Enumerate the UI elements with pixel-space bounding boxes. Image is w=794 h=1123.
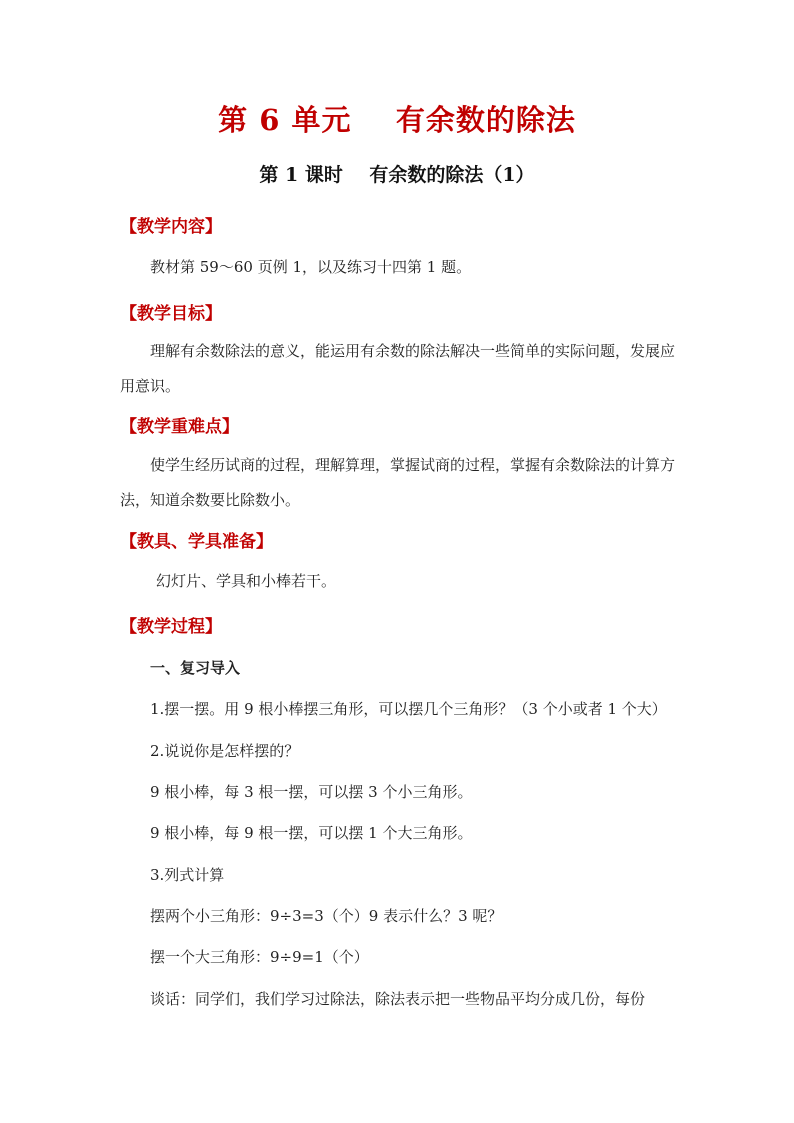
process-line: 3.列式计算 xyxy=(150,866,225,884)
process-line: 9 根小棒，每 3 根一摆，可以摆 3 个小三角形。 xyxy=(150,783,473,801)
process-line: 9 根小棒，每 9 根一摆，可以摆 1 个大三角形。 xyxy=(150,824,473,842)
unit-title: 第 6 单元 有余数的除法 xyxy=(218,103,576,137)
section-heading-goals: 【教学目标】 xyxy=(120,304,222,324)
materials-paragraph: 幻灯片、学具和小棒若干。 xyxy=(156,572,337,590)
key-points-paragraph: 使学生经历试商的过程，理解算理，掌握试商的过程，掌握有余数除法的计算方法，知道余数要比除数小。 xyxy=(120,456,676,509)
section-heading-content: 【教学内容】 xyxy=(120,217,222,237)
process-line: 摆两个小三角形：9÷3=3（个）9 表示什么？3 呢？ xyxy=(150,907,503,925)
section-heading-materials: 【教具、学具准备】 xyxy=(120,532,273,552)
content-paragraph: 教材第 59～60 页例 1，以及练习十四第 1 题。 xyxy=(150,258,472,276)
process-line: 谈话：同学们，我们学习过除法，除法表示把一些物品平均分成几份，每份 xyxy=(150,990,646,1008)
section-heading-process: 【教学过程】 xyxy=(120,617,222,637)
section-heading-key-points: 【教学重难点】 xyxy=(120,417,239,437)
process-line: 摆一个大三角形：9÷9=1（个） xyxy=(150,948,369,966)
process-line: 2.说说你是怎样摆的？ xyxy=(150,742,300,760)
process-line: 1.摆一摆。用 9 根小棒摆三角形，可以摆几个三角形？（3 个小或者 1 个大） xyxy=(150,700,667,718)
lesson-title: 第 1 课时 有余数的除法（1） xyxy=(259,164,535,186)
process-sub-heading: 一、复习导入 xyxy=(150,659,241,677)
goals-paragraph: 理解有余数除法的意义，能运用有余数的除法解决一些简单的实际问题，发展应用意识。 xyxy=(120,342,676,395)
